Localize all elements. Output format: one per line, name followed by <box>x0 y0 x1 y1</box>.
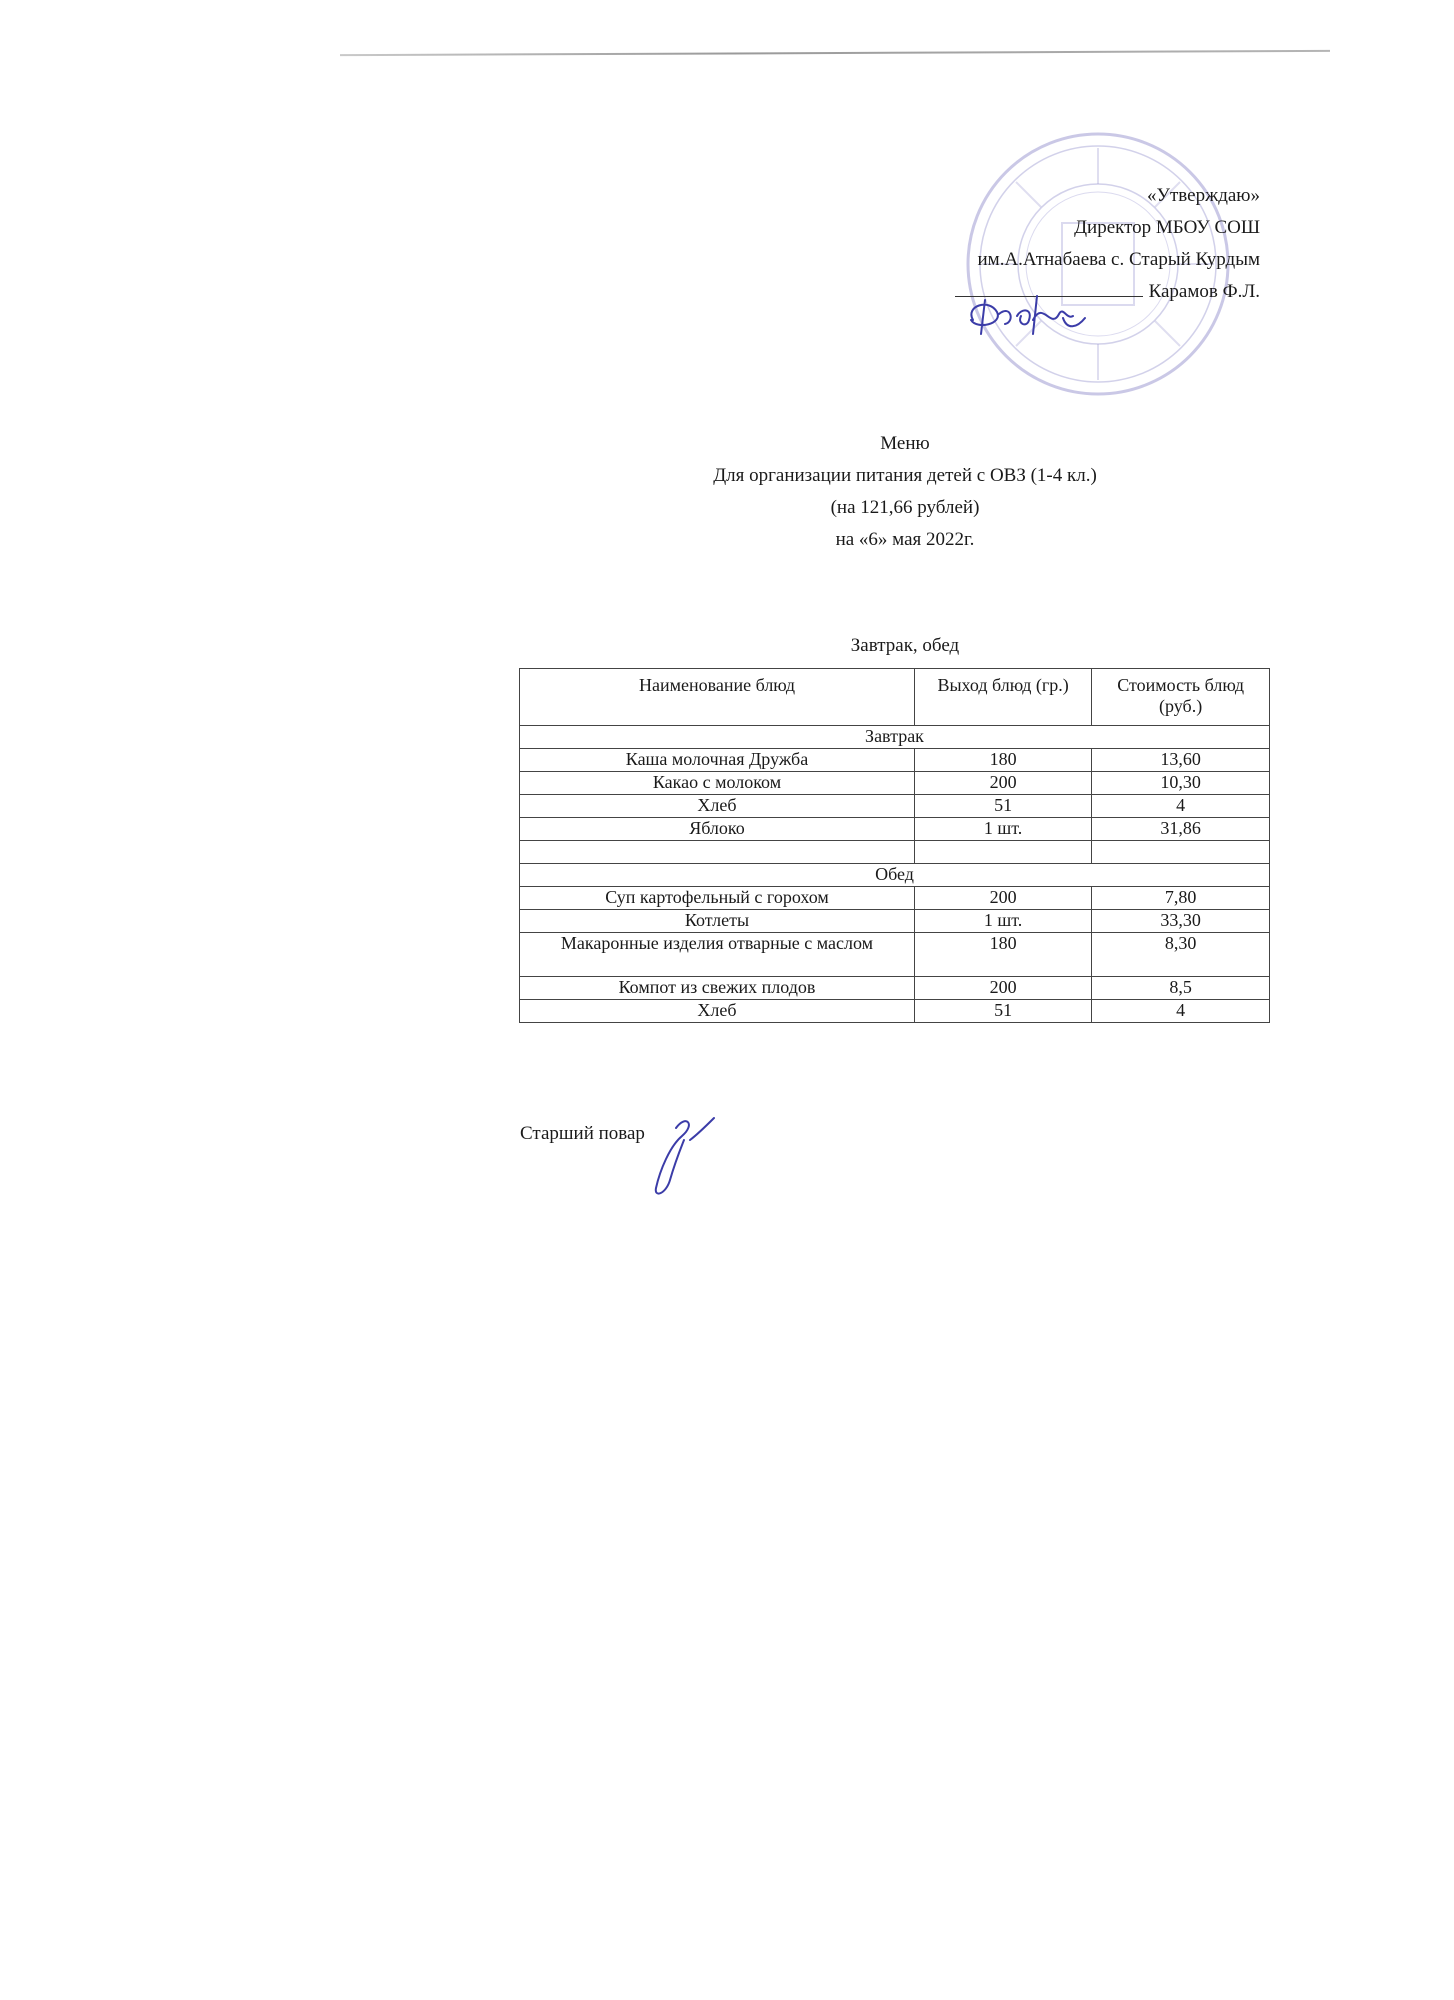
table-row <box>520 772 1270 795</box>
dish-cost: 7,80 <box>1092 887 1270 910</box>
meal-caption: Завтрак, обед <box>850 635 960 656</box>
head-cook-signature <box>640 1110 720 1200</box>
dish-cost: 8,30 <box>1092 933 1270 977</box>
dish-cost: 8,5 <box>1092 977 1270 1000</box>
dish-portion: 1 шт. <box>914 818 1091 841</box>
table-row <box>520 933 1270 977</box>
menu-heading <box>520 428 1290 556</box>
dish-portion: 200 <box>914 977 1091 1000</box>
table-row <box>520 749 1270 772</box>
menu-table <box>519 668 1270 1023</box>
dish-cost: 33,30 <box>1092 910 1270 933</box>
header-cost: Стоимость блюд (руб.) <box>1092 669 1270 726</box>
lunch-label: Обед <box>520 864 1270 887</box>
menu-date: на «6» мая 2022г. <box>835 529 975 550</box>
head-cook-label: Старший повар <box>520 1123 645 1144</box>
table-row <box>520 818 1270 841</box>
scan-edge-line <box>340 50 1330 56</box>
header-dish-name: Наименование блюд <box>520 669 915 726</box>
dish-cost: 10,30 <box>1092 772 1270 795</box>
empty-cell <box>914 841 1091 864</box>
header-portion: Выход блюд (гр.) <box>914 669 1091 726</box>
dish-name: Яблоко <box>520 818 915 841</box>
table-row <box>520 1000 1270 1023</box>
dish-name: Компот из свежих плодов <box>520 977 915 1000</box>
table-row <box>520 795 1270 818</box>
director-position: Директор МБОУ СОШ <box>1074 217 1260 238</box>
empty-row <box>520 841 1270 864</box>
director-signature <box>955 290 1115 340</box>
dish-cost: 13,60 <box>1092 749 1270 772</box>
dish-name: Макаронные изделия отварные с маслом <box>520 933 915 977</box>
dish-cost: 4 <box>1092 795 1270 818</box>
table-row <box>520 977 1270 1000</box>
dish-cost: 31,86 <box>1092 818 1270 841</box>
dish-portion: 200 <box>914 772 1091 795</box>
menu-price: (на 121,66 рублей) <box>830 497 980 518</box>
approval-title: «Утверждаю» <box>1147 185 1260 206</box>
director-name: Карамов Ф.Л. <box>1148 281 1260 302</box>
menu-title: Меню <box>880 433 930 454</box>
lunch-section-row <box>520 864 1270 887</box>
table-row <box>520 887 1270 910</box>
dish-name: Хлеб <box>520 1000 915 1023</box>
breakfast-label: Завтрак <box>520 726 1270 749</box>
dish-name: Котлеты <box>520 910 915 933</box>
breakfast-section-row <box>520 726 1270 749</box>
empty-cell <box>1092 841 1270 864</box>
dish-name: Каша молочная Дружба <box>520 749 915 772</box>
menu-subtitle: Для организации питания детей с ОВЗ (1-4 кл.) <box>713 465 1097 486</box>
dish-portion: 180 <box>914 933 1091 977</box>
table-header-row <box>520 669 1270 726</box>
dish-portion: 200 <box>914 887 1091 910</box>
table-row <box>520 910 1270 933</box>
school-name: им.А.Атнабаева с. Старый Курдым <box>977 249 1260 270</box>
dish-cost: 4 <box>1092 1000 1270 1023</box>
dish-name: Хлеб <box>520 795 915 818</box>
dish-portion: 1 шт. <box>914 910 1091 933</box>
dish-name: Какао с молоком <box>520 772 915 795</box>
dish-portion: 180 <box>914 749 1091 772</box>
dish-name: Суп картофельный с горохом <box>520 887 915 910</box>
approval-block <box>955 180 1260 308</box>
dish-portion: 51 <box>914 1000 1091 1023</box>
empty-cell <box>520 841 915 864</box>
dish-portion: 51 <box>914 795 1091 818</box>
